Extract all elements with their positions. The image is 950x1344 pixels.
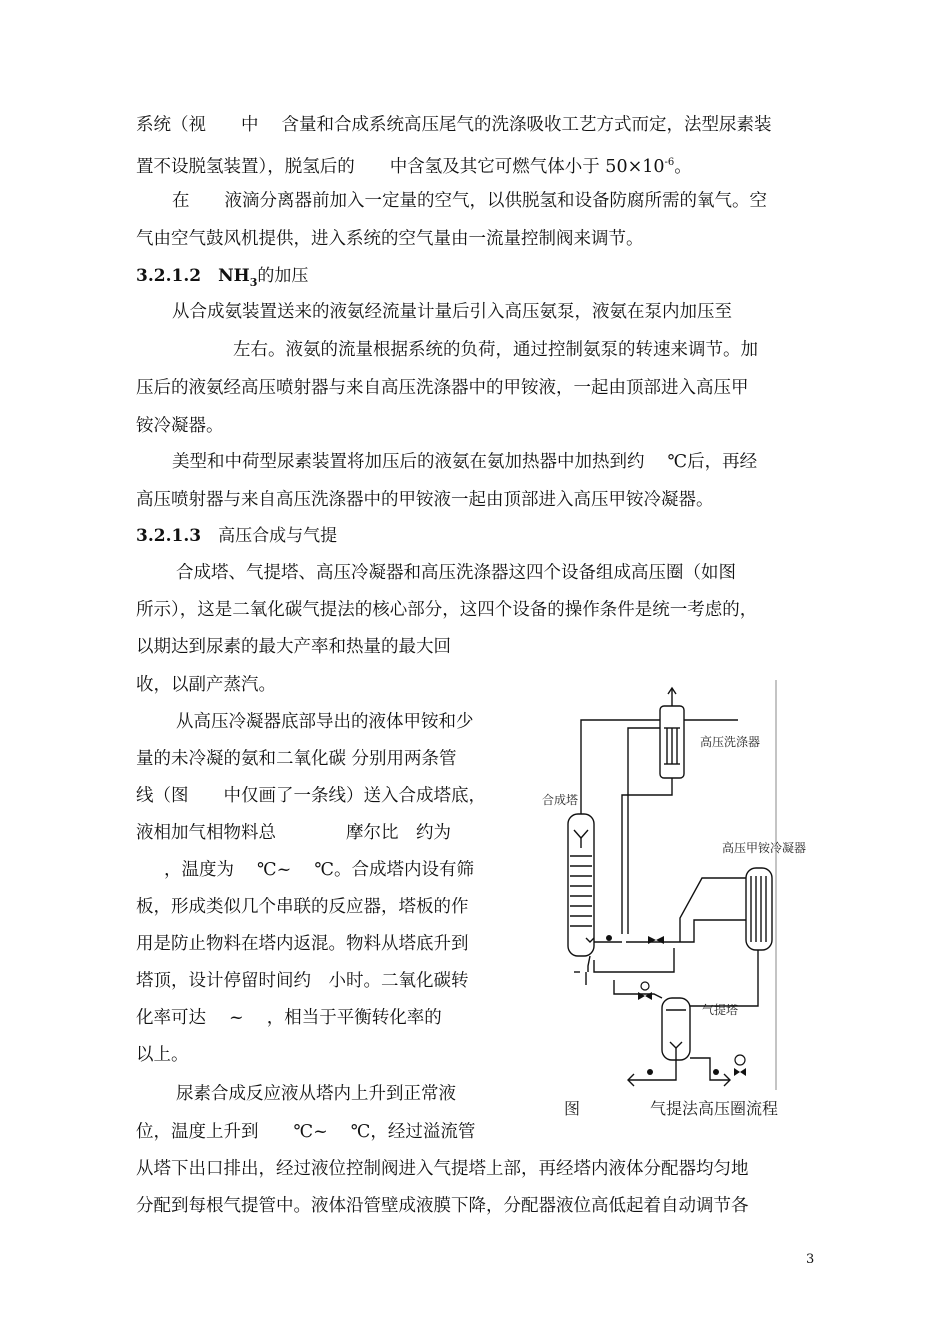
line-text: 置不设脱氢装置），脱氢后的 中含氢及其它可燃气体小于 50×10 [136,157,665,177]
process-flow-diagram [530,680,830,1130]
section-heading-3-2-1-3 [136,524,337,548]
line-tail: 。 [674,157,692,177]
figure-caption-prefix: 图 [564,1099,581,1118]
heading-subscript: 3 [249,276,258,289]
label-condenser: 高压甲铵冷凝器 [722,841,807,855]
figure-caption: 气提法高压圈流程 [650,1099,779,1118]
paragraph-line: 收，以副产蒸汽。 [136,675,276,695]
paragraph-line [136,151,692,179]
section-heading-3-2-1-2 [136,264,308,295]
paragraph-line: 左右。液氨的流量根据系统的负荷，通过控制氨泵的转速来调节。加 [233,340,758,360]
condenser-vessel [746,868,772,950]
paragraph-line: 用是防止物料在塔内返混。物料从塔底升到 [136,934,469,954]
heading-number: 3.2.1.3 [136,526,202,546]
paragraph-line: 所示），这是二氧化碳气提法的核心部分，这四个设备的操作条件是统一考虑的， [136,600,758,620]
paragraph-line: 以期达到尿素的最大产率和热量的最大回 [136,637,451,657]
paragraph-line: 塔顶，设计停留时间约 小时。二氧化碳转 [136,971,469,991]
paragraph-line: 化率可达 ~ ，相当于平衡转化率的 [136,1008,442,1028]
paragraph-line: 板，形成类似几个串联的反应器，塔板的作 [136,897,469,917]
paragraph-line: 在 液滴分离器前加入一定量的空气，以供脱氢和设备防腐所需的氧气。空 [172,191,767,211]
paragraph-line: 位，温度上升到 ℃~ ℃，经过溢流管 [136,1122,476,1142]
stripper-vessel [662,998,690,1060]
paragraph-line: 压后的液氨经高压喷射器与来自高压洗涤器中的甲铵液，一起由顶部进入高压甲 [136,378,749,398]
paragraph-line: 从塔下出口排出，经过液位控制阀进入气提塔上部，再经塔内液体分配器均匀地 [136,1159,749,1179]
reactor-vessel [568,814,594,956]
label-stripper: 气提塔 [702,1003,739,1017]
paragraph-line: 线（图 中仅画了一条线）送入合成塔底， [136,786,486,806]
paragraph-line: 尿素合成反应液从塔内上升到正常液 [176,1084,456,1104]
paragraph-line: 从合成氨装置送来的液氨经流量计量后引入高压氨泵，液氨在泵内加压至 [172,302,732,322]
label-scrubber: 高压洗涤器 [700,735,761,749]
paragraph-line: 美型和中荷型尿素装置将加压后的液氨在氨加热器中加热到约 ℃后，再经 [172,452,758,472]
label-reactor: 合成塔 [542,793,579,807]
page-number: 3 [806,1252,815,1267]
paragraph-line: 气由空气鼓风机提供，进入系统的空气量由一流量控制阀来调节。 [136,229,644,249]
paragraph-line: 分配到每根气提管中。液体沿管壁成液膜下降，分配器液位高低起着自动调节各 [136,1196,749,1216]
paragraph-line: 合成塔、气提塔、高压冷凝器和高压洗涤器这四个设备组成高压圈（如图 [176,563,736,583]
scrubber-vessel [660,688,684,788]
superscript-exponent: -6 [664,157,675,168]
paragraph-line: 系统（视 中 含量和合成系统高压尾气的洗涤吸收工艺方式而定，法型尿素装 [136,115,772,135]
paragraph-line: 以上。 [136,1045,189,1065]
heading-text: 高压合成与气提 [218,526,338,546]
heading-text: 的加压 [257,266,309,286]
heading-number: 3.2.1.2 [136,266,202,286]
paragraph-line: 液相加气相物料总 摩尔比 约为 [136,823,451,843]
paragraph-line: ，温度为 ℃~ ℃。合成塔内设有筛 [164,860,474,880]
paragraph-line: 从高压冷凝器底部导出的液体甲铵和少 [176,712,474,732]
paragraph-line: 高压喷射器与来自高压洗涤器中的甲铵液一起由顶部进入高压甲铵冷凝器。 [136,490,714,510]
heading-formula: NH [218,266,250,286]
paragraph-line: 铵冷凝器。 [136,416,224,436]
paragraph-line: 量的未冷凝的氨和二氧化碳 分别用两条管 [136,749,457,769]
